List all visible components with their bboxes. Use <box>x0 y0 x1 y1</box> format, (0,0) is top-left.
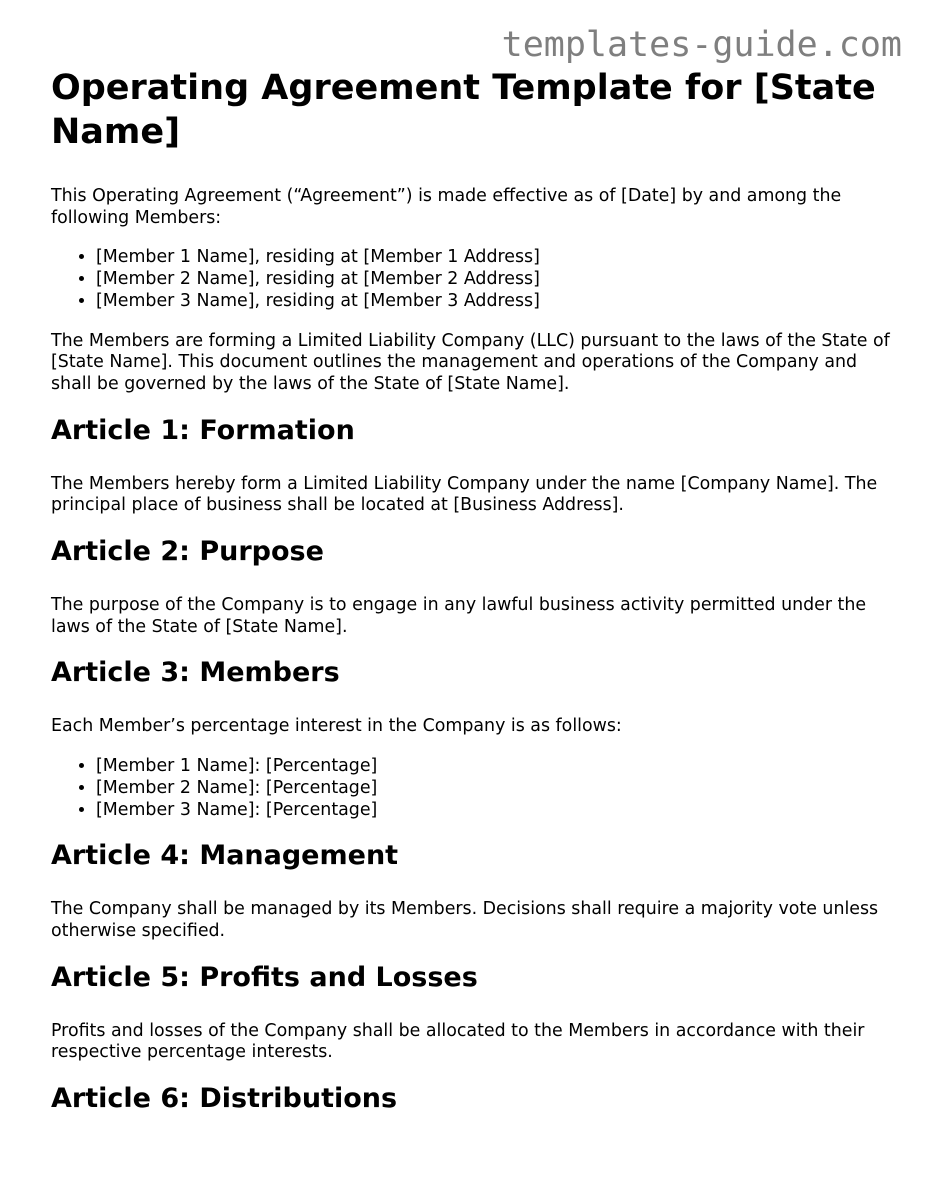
list-item: • [Member 3 Name], residing at [Member 3 Address] <box>96 291 891 313</box>
article-6-heading: Article 6: Distributions <box>51 1083 398 1115</box>
document-body <box>51 66 891 1142</box>
list-item: • [Member 1 Name], residing at [Member 1 Address] <box>96 247 891 269</box>
article-4-heading: Article 4: Management <box>51 840 399 872</box>
watermark: templates-guide.com <box>501 25 902 65</box>
article-5-heading: Article 5: Profits and Losses <box>51 961 478 993</box>
article-2-heading: Article 2: Purpose <box>51 536 324 568</box>
list-item: • [Member 3 Name]: [Percentage] <box>96 800 891 822</box>
intro-paragraph: This Operating Agreement (“Agreement”) is made effective as of [Date] by and among the following Members: <box>51 186 842 228</box>
members-list <box>51 247 891 312</box>
article-2-text: The purpose of the Company is to engage in any lawful business activity permitted under the laws of the State of [State Name]. <box>51 595 867 637</box>
list-item: • [Member 2 Name]: [Percentage] <box>96 778 891 800</box>
list-item: • [Member 2 Name], residing at [Member 2 Address] <box>96 269 891 291</box>
list-item: • [Member 1 Name]: [Percentage] <box>96 756 891 778</box>
percentage-list <box>51 756 891 821</box>
article-1-text: The Members hereby form a Limited Liability Company under the name [Company Name]. The principal place of business shall be located at [Business Address]. <box>51 473 878 516</box>
article-4-text: The Company shall be managed by its Members. Decisions shall require a majority vote unless otherwise specified. <box>51 899 879 941</box>
article-5-text: Profits and losses of the Company shall be allocated to the Members in accordance with their respective percentage interests. <box>51 1020 865 1063</box>
article-3-text: Each Member’s percentage interest in the Company is as follows: <box>51 716 622 737</box>
article-3-heading: Article 3: Members <box>51 657 340 689</box>
article-1-heading: Article 1: Formation <box>51 414 355 446</box>
intro-paragraph-2: The Members are forming a Limited Liability Company (LLC) pursuant to the laws of the State of [State Name]. This document outlines the management and operations of the Company and shall be governed by the laws of the State of [State Name]. <box>51 330 890 394</box>
page-title: Operating Agreement Template for [State Name] <box>51 68 876 152</box>
